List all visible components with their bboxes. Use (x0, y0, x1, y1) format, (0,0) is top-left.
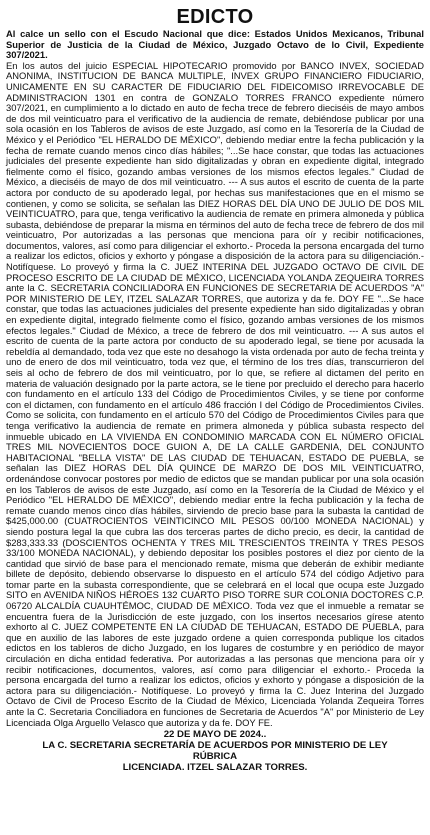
signature-rubrica: RÚBRICA (192, 751, 238, 763)
document-title: EDICTO (176, 6, 254, 28)
seal-heading: Al calce un sello con el Escudo Nacional que dice: Estados Unidos Mexicanos, Tribunal Superior de Justicia de la Ciudad de México, Juzgado Octavo de lo Civil, Expediente 307/2021. (6, 28, 424, 61)
signature-name: LICENCIADA. ITZEL SALAZAR TORRES. (122, 762, 308, 774)
edict-body: En los autos del juicio ESPECIAL HIPOTECARIO promovido por BANCO INVEX, SOCIEDAD ANONIMA, INSTITUCION DE BANCA MULTIPLE, INVEX GRUPO FINANCIERO FIDUCIARIO, UNICAMENTE EN SU CARACTER DE FIDUCIARIO DEL FIDEICOMISO IRREVOCABLE DE ADMINISTRACION 1301 en contra de GONZALO TORRES FRANCO expediente número 307/2021, en cumplimiento a lo dictado en auto de fecha trece de febrero dieciséis de mayo ambos de dos mil veinticuatro para el verificativo de la audiencia de remate, debiéndose publicar por una sola ocasión en los Tableros de avisos de este Juzgado, así como en la Tesorería de la Ciudad de México y el Periódico "EL HERALDO DE MÉXICO", debiendo mediar entre la fecha publicación y la fecha de remate cuando menos cinco días hábiles; "...Se hace constar, que todas las actuaciones judiciales del presente expediente han sido digitalizadas y obran en expediente digital, integrado fielmente como el físico, gozando ambas versiones de los mismos efectos legales." Ciudad de México, a dieciséis de mayo de dos mil veinticuatro. --- A sus autos el escrito de cuenta de la parte actora por conducto de su apoderado legal, por hechas sus manifestaciones que en el mismo se contienen, y como se solicita, se señalan las DIEZ HORAS DEL DÍA UNO DE JULIO DE DOS MIL VEINTICUATRO, para que, tenga verificativo la audiencia de remate en primera almoneda y pública subasta, debiéndose de preparar la misma en términos del auto de fecha trece de febrero de dos mil veinticuatro, Por autorizadas a las personas que menciona para oír y recibir notificaciones, documentos, valores, así como para diligenciar el exhorto.- Proceda la persona encargada del turno a realizar los edictos, oficios y exhorto y póngase a disposición de la actora para su diligenciación.- Notifíquese. Lo proveyó y firma la C. JUEZ INTERINA DEL JUZGADO OCTAVO DE CIVIL DE PROCESO ESCRITO DE LA CIUDAD DE MÉXICO, LICENCIADA YOLANDA ZEQUEIRA TORRES ante la C. SECRETARIA CONCILIADORA EN FUNCIONES DE SECRETARIA DE ACUERDOS "A" POR MINISTERIO DE LEY, ITZEL SALAZAR TORRES, que autoriza y da fe. DOY FE "...Se hace constar, que todas las actuaciones judiciales del presente expediente han sido digitalizadas y obran en expediente digital, integrado fielmente como el físico, gozando ambas versiones de los mismos efectos legales." Ciudad de México, a trece de febrero de dos mil veinticuatro. --- A sus autos el escrito de cuenta de la parte actora por conducto de su apoderado legal, se tiene por acusada la rebeldía al demandado, toda vez que este no desahogo la vista ordenada por auto de fecha treinta y uno de enero de dos mil veinticuatro, toda vez que, el término de los tres días, transcurrieron del seis al ocho de febrero de dos mil veinticuatro, por lo que, se refiere al dictamen del perito en materia de valuación designado por la parte actora, se le tiene por precluido el derecho para hacerlo con fundamento en el artículo 133 del Código de Procedimientos Civiles, y se tiene por conforme con el dictamen, con fundamento en el artículo 486 fracción I del Código de Procedimientos Civiles. Como se solicita, con fundamento en el artículo 570 del Código de Procedimientos Civiles para que tenga verificativo la audiencia de remate en primera almoneda y pública subasta respecto del inmueble ubicado en LA VIVIENDA EN CONDOMINIO MARCADA CON EL NÚMERO OFICIAL TRES MIL NOVECIENTOS DOCE GUION A, DE LA CALLE GARDENIA, DEL CONJUNTO HABITACIONAL "BELLA VISTA" DE LAS CIUDAD DE TEHUACAN, ESTADO DE PUEBLA, se señalan las DIEZ HORAS DEL DÍA QUINCE DE MARZO DE DOS MIL VEINTICUATRO, ordenándose convocar postores por medio de edictos que se mandan publicar por una sola ocasión en los Tableros de avisos de este Juzgado, así como en la Tesorería de la Ciudad de México y el Periódico "EL HERALDO DE MÉXICO", debiendo mediar entre la fecha publicación y la fecha de remate cuando menos cinco días hábiles, sirviendo de precio base para la subasta la cantidad de $425,000.00 (CUATROCIENTOS VEINTICINCO MIL PESOS 00/100 MONEDA NACIONAL) y siendo postura legal la que cubra las dos terceras partes de dicho precio, es decir, la cantidad de $283,333.33 (DOSCIENTOS OCHENTA Y TRES MIL TRESCIENTOS TREINTA Y TRES PESOS 33/100 MONEDA NACIONAL), y debiendo depositar los posibles postores el diez por ciento de la cantidad que sirvió de base para el mencionado remate, misma que deberán de exhibir mediante billete de depósito, debiendo observarse lo dispuesto en el artículo 574 del código Adjetivo para tomar parte en la subasta correspondiente, que se celebrará en el local que ocupa este Juzgado SITO en AVENIDA NIÑOS HÉROES 132 CUARTO PISO TORRE SUR COLONIA DOCTORES C.P. 06720 ALCALDÍA CUAUHTÉMOC, CIUDAD DE MÉXICO. Toda vez que el inmueble a rematar se encuentra fuera de la Jurisdicción de este juzgado, con los insertos necesarios gírese atento exhorto al C. JUEZ COMPETENTE EN LA CIUDAD DE TEHUACAN, ESTADO DE PUEBLA, para que en auxilio de las labores de este juzgado ordene a quien corresponda publique los citados edictos en los tableros de dicho Juzgado, en los lugares de costumbre y en periódico de mayor circulación en dicha entidad federativa. Por autorizadas a las personas que menciona para oír y recibir notificaciones, documentos, valores, así como para diligenciar el exhorto.- Proceda la persona encargada del turno a realizar los edictos, oficios y exhorto y póngase a disposición de la actora para su diligenciación.- Notifíquese. Lo proveyó y firma la C. Juez Interina del Juzgado Octavo de Civil de Proceso Escrito de la Ciudad de México, Licenciada Yolanda Zequeira Torres ante la C. Secretaria Conciliadora en funciones de Secretaria de Acuerdos "A" por Ministerio de Ley Licenciada Olga Arguello Velasco que autoriza y da fe. DOY FE. (6, 59, 424, 728)
signature-secretary-title: LA C. SECRETARIA SECRETARÍA DE ACUERDOS POR MINISTERIO DE LEY (42, 740, 388, 752)
publication-date: 22 DE MAYO DE 2024.. (163, 729, 267, 741)
